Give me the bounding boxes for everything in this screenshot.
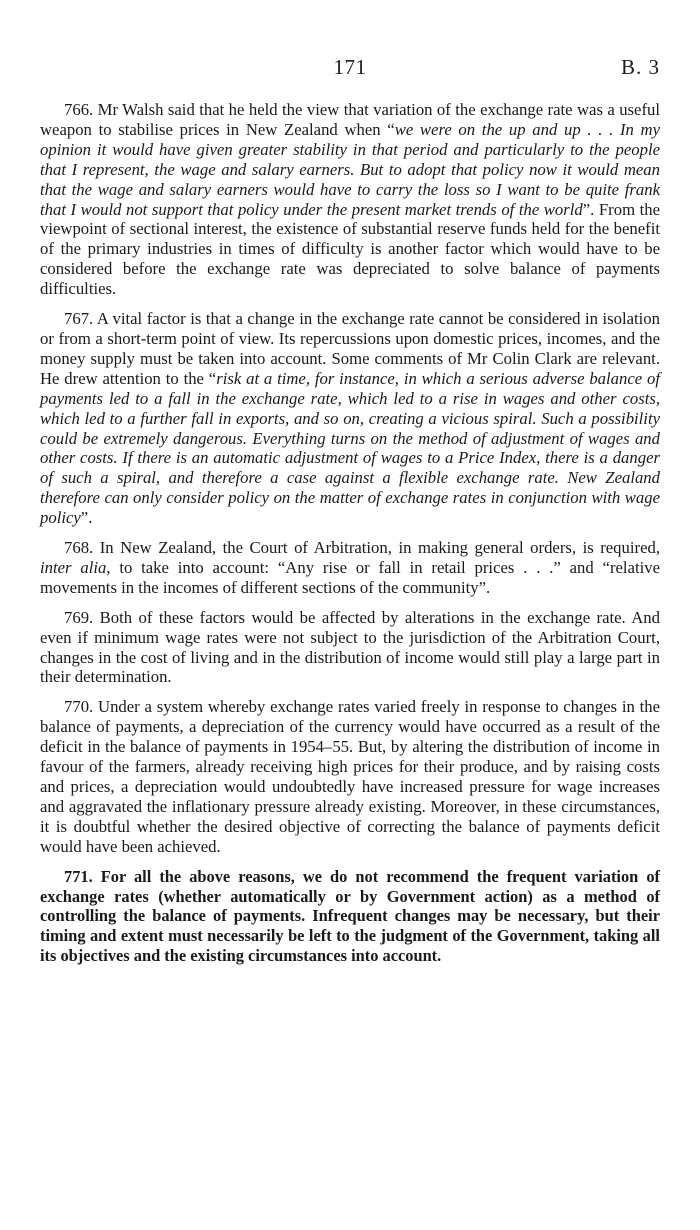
paragraph-number: 767. <box>64 309 94 329</box>
paragraph-771 <box>40 867 660 967</box>
page-number: 171 <box>333 55 367 79</box>
paragraph-text: to take into account: “Any rise or fall in retail prices . . .” and “relative movements in the incomes of different sections of the community”. <box>40 557 660 597</box>
paragraph-number: 768. <box>64 538 94 558</box>
document-reference: B. 3 <box>620 55 660 79</box>
document-body <box>40 100 660 976</box>
paragraph-766 <box>40 100 660 299</box>
paragraph-767 <box>40 309 660 528</box>
quoted-text: risk at a time, for instance, in which a serious adverse balance of payments led to a fall in the exchange rate, which led to a rise in wages and other costs, which led to a further fall in exports, and so on, creating a vicious spiral. Such a possibility could be extremely dangerous. Everything turns on the method of adjustment of wages and other costs. If there is an automatic adjustment of wages to a Price Index, there is a danger of such a spiral, and therefore a case against a flexible exchange rate. New Zealand therefore can only consider policy on the matter of exchange rates in conjunction with wage policy <box>40 368 660 528</box>
paragraph-text: In New Zealand, the Court of Arbitration, in making general orders, is required, <box>99 538 660 558</box>
quoted-text: we were on the up and up . . . In my opinion it would have given greater stability in that period and particularly to the people that I represent, the wage and salary earners. But to adopt that policy now it would mean that the wage and salary earners would have to carry the loss so I want to be quite frank that I would not support that policy under the present market trends of the world <box>40 119 660 219</box>
paragraph-text: For all the above reasons, we do not recommend the frequent variation of exchange rates (whether automatically or by Government action) as a method of controlling the balance of payments. Infrequent changes may be necessary, but their timing and extent must necessarily be left to the judgment of the Government, taking all its objectives and the existing circumstances into account. <box>40 866 660 966</box>
paragraph-text: A vital factor is that a change in the exchange rate cannot be considered in isolation or from a short-term point of view. Its repercussions upon domestic prices, incomes, and the money supply must be taken into account. Some comments of Mr Colin Clark are relevant. He drew attention to the “ <box>40 309 660 388</box>
paragraph-number: 771. <box>64 866 93 886</box>
paragraph-text: Under a system whereby exchange rates varied freely in response to changes in the balance of payments, a depreciation of the currency would have occurred as a result of the deficit in the balance of payments in 1954–55. But, by altering the distribution of income in favour of the farmers, already receiving high prices for their produce, and by raising costs and prices, a depreciation would undoubtedly have increased pressure for wage increases and aggravated the inflationary pressure already existing. Moreover, in these circumstances, it is doubtful whether the desired objective of correcting the balance of payments deficit would have been achieved. <box>40 697 661 856</box>
paragraph-text: Mr Walsh said that he held the view that variation of the exchange rate was a useful weapon to stabilise prices in New Zealand when “ <box>40 100 660 139</box>
paragraph-number: 769. <box>64 607 94 627</box>
paragraph-768 <box>40 538 660 598</box>
paragraph-number: 770. <box>64 697 94 717</box>
paragraph-770 <box>40 697 660 856</box>
paragraph-text: ”. From the viewpoint of sectional interest, the existence of substantial reserve funds held for the benefit of the primary industries in times of difficulty is another factor which would have to be considered before the exchange rate was depreciated to solve balance of payments difficulties. <box>40 199 660 299</box>
paragraph-number: 766. <box>64 100 94 119</box>
paragraph-text: ”. <box>80 508 93 528</box>
paragraph-text: Both of these factors would be affected by alterations in the exchange rate. And even if minimum wage rates were not subject to the jurisdiction of the Arbitration Court, changes in the cost of living and in the distribution of income would still play a large part in their determination. <box>40 607 660 687</box>
paragraph-769 <box>40 608 660 688</box>
quoted-text: inter alia, <box>40 557 111 577</box>
